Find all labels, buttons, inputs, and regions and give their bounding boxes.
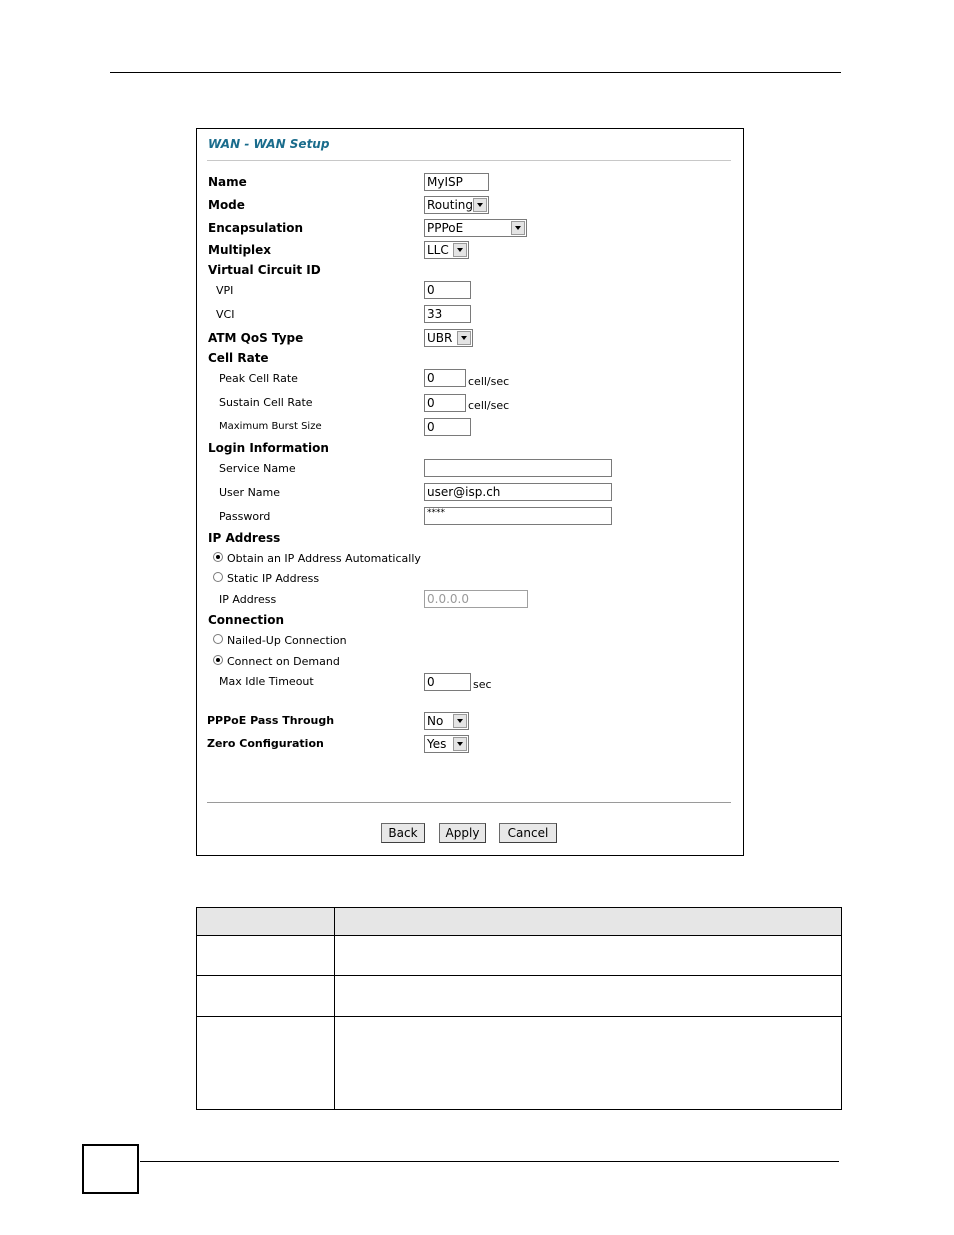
- name-input[interactable]: MyISP: [424, 173, 489, 191]
- vpi-label: VPI: [216, 284, 234, 297]
- login-info-label: Login Information: [208, 441, 329, 455]
- sustain-cell-rate-label: Sustain Cell Rate: [219, 396, 313, 409]
- apply-button[interactable]: Apply: [439, 823, 486, 843]
- ip-address-label: IP Address: [219, 593, 277, 606]
- password-input[interactable]: ****: [424, 507, 612, 525]
- connect-on-demand-label: Connect on Demand: [227, 655, 340, 668]
- encapsulation-select[interactable]: [424, 219, 527, 237]
- cancel-button[interactable]: Cancel: [499, 823, 557, 843]
- pppoe-pass-through-value: No: [427, 714, 444, 728]
- chevron-down-icon[interactable]: [453, 737, 467, 751]
- nailed-up-label: Nailed-Up Connection: [227, 634, 347, 647]
- button-divider: [207, 802, 731, 803]
- ip-address-input[interactable]: 0.0.0.0: [424, 590, 528, 608]
- multiplex-select[interactable]: [424, 241, 469, 259]
- user-name-label: User Name: [219, 486, 281, 499]
- ip-static-label: Static IP Address: [227, 572, 320, 585]
- nailed-up-radio[interactable]: [213, 634, 223, 644]
- max-burst-size-input[interactable]: 0: [424, 418, 471, 436]
- service-name-label: Service Name: [219, 462, 296, 475]
- connection-label: Connection: [208, 613, 285, 627]
- chevron-down-icon[interactable]: [457, 331, 471, 345]
- encapsulation-label: Encapsulation: [208, 221, 304, 235]
- panel-title: WAN - WAN Setup: [208, 137, 330, 151]
- ip-address-section-label: IP Address: [208, 531, 281, 545]
- cell-rate-label: Cell Rate: [208, 351, 269, 365]
- table-row-divider: [197, 1016, 841, 1017]
- chevron-down-icon[interactable]: [453, 243, 467, 257]
- zero-configuration-select[interactable]: [424, 735, 469, 753]
- max-burst-size-label: Maximum Burst Size: [219, 421, 322, 432]
- max-idle-timeout-unit: sec: [473, 678, 492, 691]
- vci-label: VCI: [216, 308, 235, 321]
- peak-cell-rate-unit: cell/sec: [468, 375, 510, 388]
- title-divider: [207, 160, 731, 161]
- sustain-cell-rate-unit: cell/sec: [468, 399, 510, 412]
- virtual-circuit-label: Virtual Circuit ID: [208, 263, 321, 277]
- ip-auto-label: Obtain an IP Address Automatically: [227, 552, 421, 565]
- zero-configuration-label: Zero Configuration: [207, 737, 324, 750]
- table-row-divider: [197, 975, 841, 976]
- max-idle-timeout-label: Max Idle Timeout: [219, 675, 314, 688]
- pppoe-pass-through-select[interactable]: [424, 712, 469, 730]
- footer-rule: [140, 1161, 839, 1162]
- table-column-divider: [334, 908, 335, 1109]
- multiplex-value: LLC: [427, 243, 449, 257]
- table-row-divider: [197, 935, 841, 936]
- ip-auto-radio[interactable]: [213, 552, 223, 562]
- sustain-cell-rate-input[interactable]: 0: [424, 394, 466, 412]
- mode-select[interactable]: [424, 196, 489, 214]
- mode-label: Mode: [208, 198, 245, 212]
- max-idle-timeout-input[interactable]: 0: [424, 673, 471, 691]
- chevron-down-icon[interactable]: [511, 221, 525, 235]
- user-name-input[interactable]: user@isp.ch: [424, 483, 612, 501]
- peak-cell-rate-label: Peak Cell Rate: [219, 372, 298, 385]
- mode-value: Routing: [427, 198, 474, 212]
- connect-on-demand-radio[interactable]: [213, 655, 223, 665]
- peak-cell-rate-input[interactable]: 0: [424, 369, 466, 387]
- ip-static-radio[interactable]: [213, 572, 223, 582]
- atm-qos-select[interactable]: [424, 329, 473, 347]
- service-name-input[interactable]: [424, 459, 612, 477]
- atm-qos-value: UBR: [427, 331, 453, 345]
- page-number-box: [82, 1144, 139, 1194]
- atm-qos-label: ATM QoS Type: [208, 331, 304, 345]
- multiplex-label: Multiplex: [208, 243, 272, 257]
- zero-configuration-value: Yes: [427, 737, 447, 751]
- vci-input[interactable]: 33: [424, 305, 471, 323]
- chevron-down-icon[interactable]: [473, 198, 487, 212]
- vpi-input[interactable]: 0: [424, 281, 471, 299]
- description-table: [196, 907, 842, 1110]
- back-button[interactable]: Back: [381, 823, 425, 843]
- chevron-down-icon[interactable]: [453, 714, 467, 728]
- encapsulation-value: PPPoE: [427, 221, 464, 235]
- name-label: Name: [208, 175, 247, 189]
- password-label: Password: [219, 510, 271, 523]
- pppoe-pass-through-label: PPPoE Pass Through: [207, 714, 335, 727]
- header-rule: [110, 72, 841, 73]
